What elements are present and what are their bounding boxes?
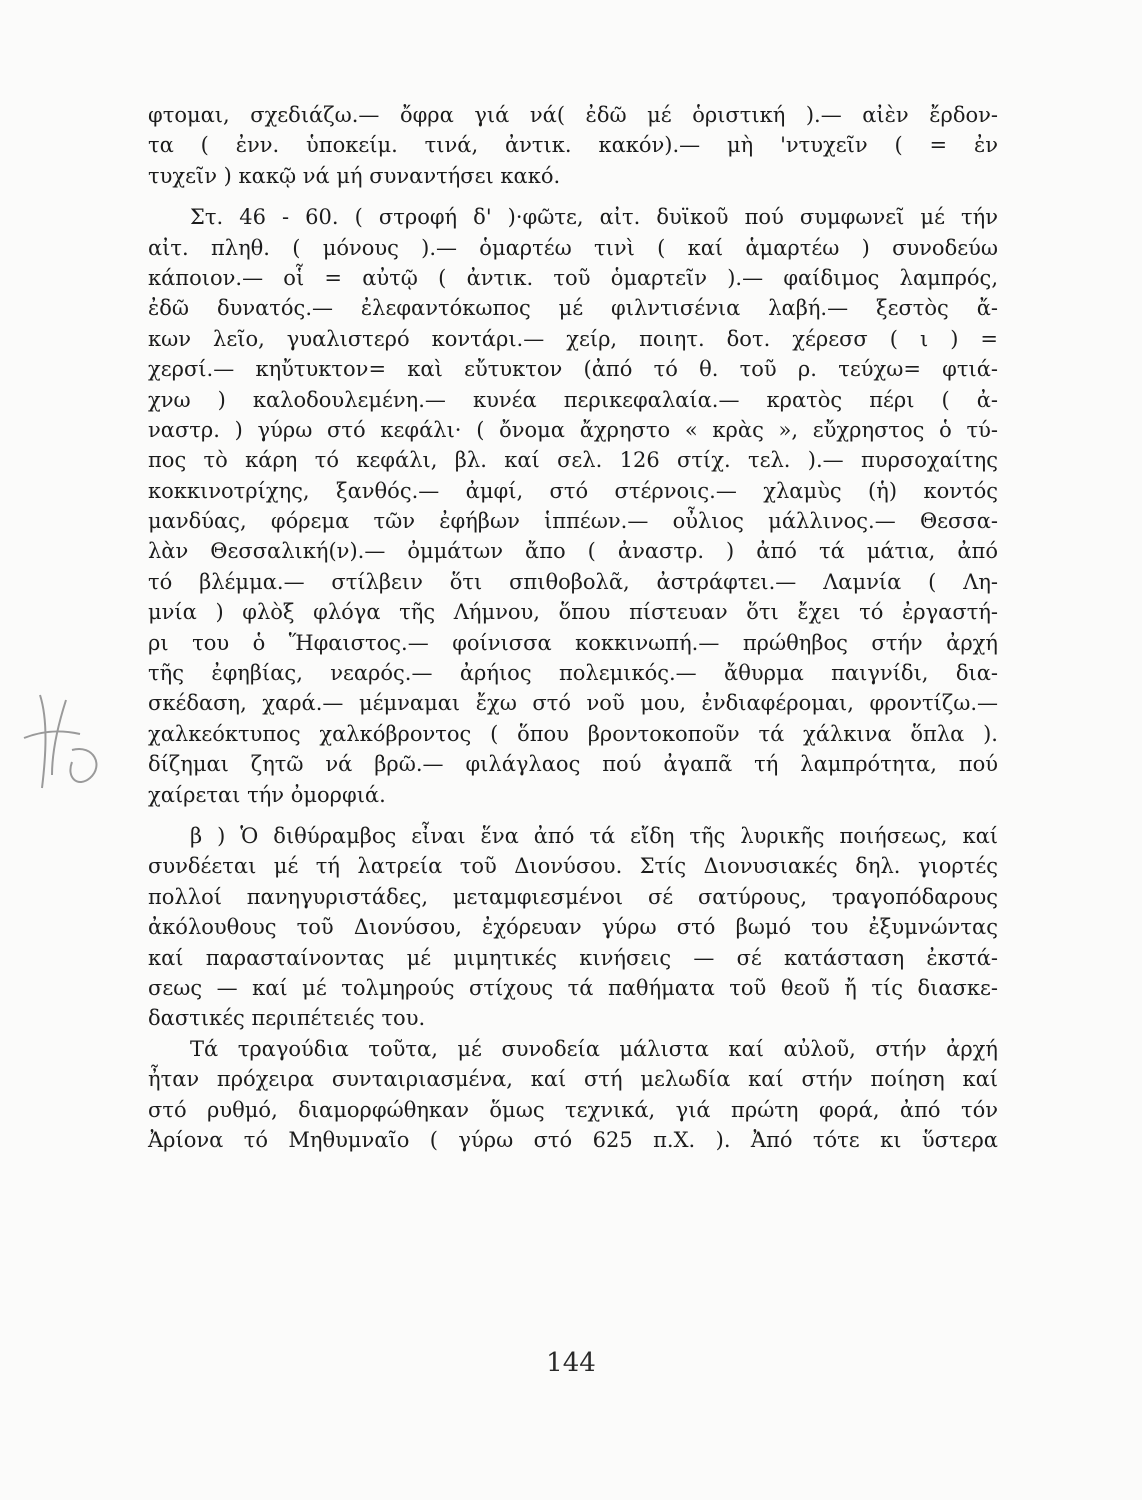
text-line: ρι του ὁ Ἥφαιστος.— φοίνισσα κοκκινωπή.— πρώθηβος στήν ἀρχή [148, 630, 998, 655]
text-line: πος τὸ κάρη τό κεφάλι, βλ. καί σελ. 126 στίχ. τελ. ).— πυρσοχαίτης [148, 448, 998, 473]
text-line: Τά τραγούδια τοῦτα, μέ συνοδεία μάλιστα καί αὐλοῦ, στήν ἀρχή [190, 1036, 998, 1061]
text-line: τα ( ἐνν. ὑποκείμ. τινά, ἀντικ. κακόν).— μὴ 'ντυχεῖν ( = ἐν [148, 133, 998, 158]
text-line: κοκκινοτρίχης, ξανθός.— ἀμφί, στό στέρνοις.— χλαμὺς (ἡ) κοντός [148, 478, 998, 503]
text-line: μνία ) φλὸξ φλόγα τῆς Λήμνου, ὅπου πίστευαν ὅτι ἔχει τό ἐργαστή- [148, 600, 998, 625]
text-line: τό βλέμμα.— στίλβειν ὅτι σπιθοβολᾶ, ἀστράφτει.— Λαμνία ( Λη- [148, 569, 998, 594]
text-line: φτομαι, σχεδιάζω.— ὄφρα γιά νά( ἐδῶ μέ ὁριστική ).— αἰὲν ἔρδον- [148, 103, 998, 127]
text-line: αἰτ. πληθ. ( μόνους ).— ὁμαρτέω τινὶ ( καί ἁμαρτέω ) συνοδεύω [148, 235, 998, 260]
page-number: 144 [546, 1348, 596, 1378]
text-line: σεως — καί μέ τολμηρούς στίχους τά παθήματα τοῦ θεοῦ ἤ τίς διασκε- [148, 975, 998, 1000]
text-line: ἀκόλουθους τοῦ Διονύσου, ἐχόρευαν γύρω στό βωμό του ἐξυμνώντας [148, 915, 998, 940]
text-line: δίζημαι ζητῶ νά βρῶ.— φιλάγλαος πού ἀγαπᾶ τή λαμπρότητα, πού [148, 752, 998, 777]
text-line: κάποιον.— οἷ = αὐτῷ ( ἀντικ. τοῦ ὁμαρτεῖν ).— φαίδιμος λαμπρός, [148, 265, 998, 290]
text-line: πολλοί πανηγυριστάδες, μεταμφιεσμένοι σέ σατύρους, τραγοπόδαρους [148, 884, 998, 909]
text-line: κων λεῖο, γυαλιστερό κοντάρι.— χείρ, ποιητ. δοτ. χέρεσσ ( ι ) = [148, 326, 998, 351]
text-line: ἦταν πρόχειρα συνταιριασμένα, καί στή μελωδία καί στήν ποίηση καί [148, 1067, 998, 1092]
text-line: Ἀρίονα τό Μηθυμναῖο ( γύρω στό 625 π.Χ. ). Ἀπό τότε κι ὕστερα [148, 1127, 998, 1152]
text-line: χνω ) καλοδουλεμένη.— κυνέα περικεφαλαία.— κρατὸς πέρι ( ἀ- [148, 387, 998, 412]
text-line: β ) Ὁ διθύραμβος εἶναι ἕνα ἀπό τά εἴδη τῆς λυρικῆς ποιήσεως, καί [190, 823, 998, 848]
text-line: μανδύας, φόρεμα τῶν ἐφήβων ἱππέων.— οὖλιος μάλλινος.— Θεσσα- [148, 509, 998, 534]
text-line: λὰν Θεσσαλική(ν).— ὀμμάτων ἄπο ( ἀναστρ. ) ἀπό τά μάτια, ἀπό [148, 539, 998, 564]
text-line: τυχεῖν ) κακῷ νά μή συναντήσει κακό. [148, 163, 561, 188]
text-line: στό ρυθμό, διαμορφώθηκαν ὅμως τεχνικά, γιά πρώτη φορά, ἀπό τόν [148, 1097, 998, 1122]
page-body [148, 100, 998, 1155]
text-line: χαλκεόκτυπος χαλκόβροντος ( ὅπου βροντοκοποῦν τά χάλκινα ὅπλα ). [148, 721, 998, 746]
text-line: τῆς ἐφηβίας, νεαρός.— ἀρήιος πολεμικός.— ἄθυρμα παιγνίδι, δια- [148, 661, 998, 686]
text-line: ναστρ. ) γύρω στό κεφάλι· ( ὄνομα ἄχρηστο « κρὰς », εὔχρηστος ὁ τύ- [148, 417, 998, 442]
handwritten-margin-note [18, 680, 118, 804]
text-line: χαίρεται τήν ὀμορφιά. [148, 782, 386, 807]
text-line: καί παρασταίνοντας μέ μιμητικές κινήσεις — σέ κατάσταση ἐκστά- [148, 945, 998, 970]
text-line: Στ. 46 - 60. ( στροφή δ' )·φῶτε, αἰτ. δυϊκοῦ πού συμφωνεῖ μέ τήν [190, 205, 998, 230]
text-line: δαστικές περιπέτειές του. [148, 1006, 426, 1031]
text-line: σκέδαση, χαρά.— μέμναμαι ἔχω στό νοῦ μου, ἐνδιαφέρομαι, φροντίζω.— [148, 691, 998, 716]
text-line: συνδέεται μέ τή λατρεία τοῦ Διονύσου. Στίς Διονυσιακές δηλ. γιορτές [148, 854, 998, 879]
text-line: ἐδῶ δυνατός.— ἐλεφαντόκωπος μέ φιλντισένια λαβή.— ξεστὸς ἄ- [148, 296, 998, 321]
text-line: χερσί.— κηὔτυκτον= καὶ εὔτυκτον (ἀπό τό θ. τοῦ ρ. τεύχω= φτιά- [148, 357, 998, 382]
